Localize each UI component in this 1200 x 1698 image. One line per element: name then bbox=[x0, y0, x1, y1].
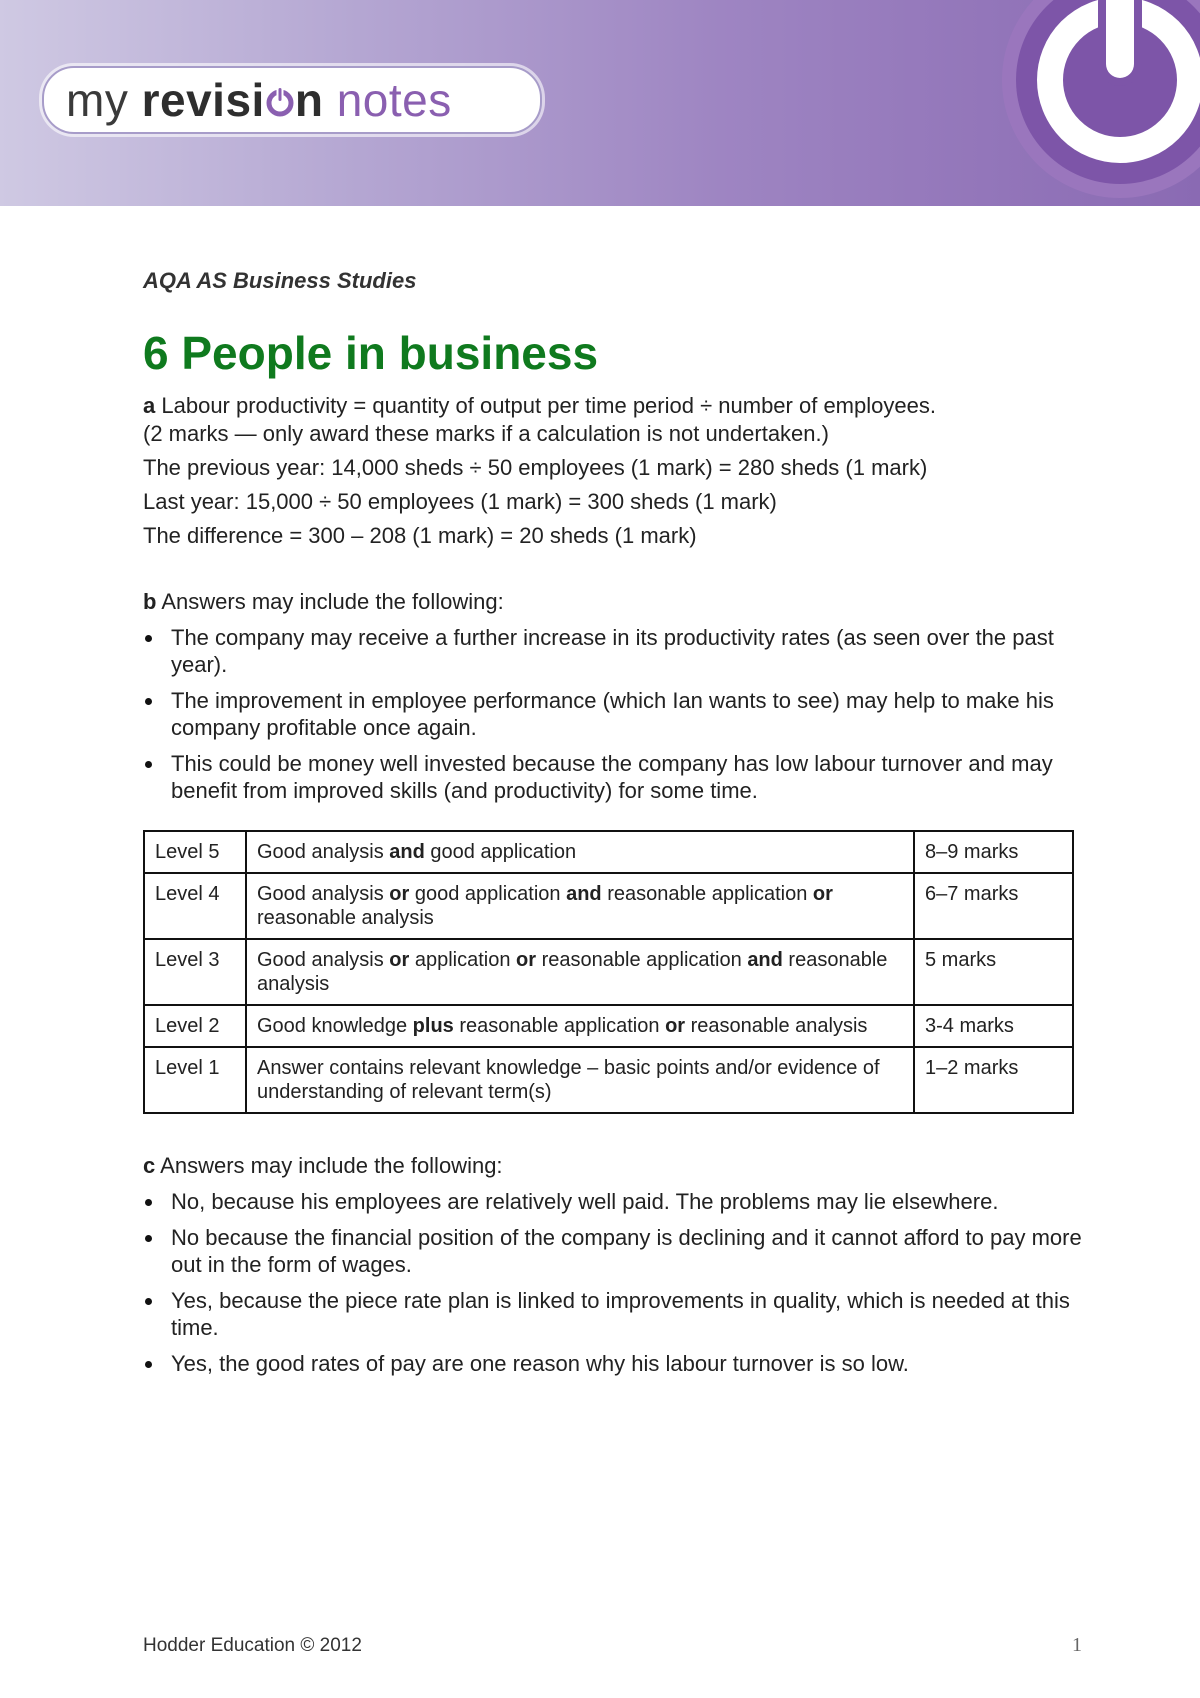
list-item: This could be money well invested because the company has low labour turnover and may benefit from improved skills (and productivity) for some time. bbox=[143, 750, 1088, 804]
list-item: No because the financial position of the company is declining and it cannot afford to pay more out in the form of wages. bbox=[143, 1224, 1088, 1278]
power-o-icon bbox=[265, 74, 295, 108]
list-item: The company may receive a further increase in its productivity rates (as seen over the past year). bbox=[143, 624, 1088, 678]
descriptor-connector: or bbox=[516, 949, 537, 971]
descriptor-text: Good analysis bbox=[257, 949, 390, 971]
part-a-line-3: The previous year: 14,000 sheds ÷ 50 employees (1 mark) = 280 sheds (1 mark) bbox=[143, 455, 928, 480]
marks-cell: 6–7 marks bbox=[914, 873, 1073, 939]
descriptor-connector: or bbox=[812, 883, 833, 905]
marks-cell: 5 marks bbox=[914, 939, 1073, 1005]
descriptor-cell bbox=[246, 1005, 914, 1047]
descriptor-text: reasonable application bbox=[536, 949, 748, 971]
logo-word-revision-b: n bbox=[294, 74, 324, 126]
descriptor-text: application bbox=[409, 949, 517, 971]
part-b bbox=[143, 588, 1088, 804]
level-cell: Level 3 bbox=[144, 939, 246, 1005]
descriptor-cell bbox=[246, 831, 914, 873]
part-a-line-4: Last year: 15,000 ÷ 50 employees (1 mark) = 300 sheds (1 mark) bbox=[143, 489, 777, 514]
table-row bbox=[144, 831, 1073, 873]
marks-cell: 8–9 marks bbox=[914, 831, 1073, 873]
part-b-label: b bbox=[143, 589, 157, 614]
descriptor-connector: or bbox=[389, 949, 410, 971]
logo-word-notes: notes bbox=[336, 74, 452, 126]
marks-cell: 1–2 marks bbox=[914, 1047, 1073, 1113]
document-body bbox=[143, 260, 1088, 1386]
power-button-icon bbox=[1000, 0, 1200, 200]
logo-word-revision-a: revisi bbox=[141, 74, 265, 126]
level-cell: Level 4 bbox=[144, 873, 246, 939]
header-banner bbox=[0, 0, 1200, 206]
marks-cell: 3-4 marks bbox=[914, 1005, 1073, 1047]
level-cell: Level 1 bbox=[144, 1047, 246, 1113]
descriptor-text: reasonable analysis bbox=[257, 949, 888, 995]
descriptor-text: reasonable application bbox=[601, 883, 813, 905]
part-c bbox=[143, 1152, 1088, 1377]
list-item: Yes, the good rates of pay are one reason why his labour turnover is so low. bbox=[143, 1350, 1088, 1377]
descriptor-text: good application bbox=[409, 883, 567, 905]
descriptor-cell bbox=[246, 939, 914, 1005]
descriptor-connector: plus bbox=[412, 1015, 454, 1037]
mark-scheme-table bbox=[143, 830, 1074, 1114]
descriptor-cell bbox=[246, 1047, 914, 1113]
table-row bbox=[144, 873, 1073, 939]
descriptor-cell bbox=[246, 873, 914, 939]
level-cell: Level 2 bbox=[144, 1005, 246, 1047]
part-a-label: a bbox=[143, 393, 156, 418]
descriptor-text: Answer contains relevant knowledge – basic points and/or evidence of understanding of relevant term(s) bbox=[257, 1057, 880, 1103]
descriptor-connector: or bbox=[389, 883, 410, 905]
part-a-line-1: Labour productivity = quantity of output per time period ÷ number of employees. bbox=[161, 393, 936, 418]
descriptor-text: good application bbox=[424, 841, 577, 863]
logo bbox=[42, 66, 542, 134]
list-item: The improvement in employee performance (which Ian wants to see) may help to make his company profitable once again. bbox=[143, 687, 1088, 741]
descriptor-connector: or bbox=[665, 1015, 686, 1037]
logo-wordmark bbox=[66, 72, 452, 128]
page-number: 1 bbox=[1072, 1634, 1082, 1656]
part-a-line-2: (2 marks — only award these marks if a calculation is not undertaken.) bbox=[143, 421, 829, 446]
descriptor-connector: and bbox=[566, 883, 602, 905]
list-item: No, because his employees are relatively well paid. The problems may lie elsewhere. bbox=[143, 1188, 1088, 1215]
descriptor-text: reasonable application bbox=[453, 1015, 666, 1037]
part-b-intro: Answers may include the following: bbox=[161, 589, 504, 614]
table-row bbox=[144, 1005, 1073, 1047]
footer-publisher: Hodder Education © 2012 bbox=[143, 1635, 362, 1656]
part-c-label: c bbox=[143, 1153, 156, 1178]
table-row bbox=[144, 1047, 1073, 1113]
table-row bbox=[144, 939, 1073, 1005]
descriptor-text: Good analysis bbox=[257, 841, 390, 863]
descriptor-text: reasonable analysis bbox=[685, 1015, 868, 1037]
descriptor-connector: and bbox=[389, 841, 425, 863]
part-c-bullet-list bbox=[143, 1188, 1088, 1377]
part-b-bullet-list bbox=[143, 624, 1088, 804]
part-a-line-5: The difference = 300 – 208 (1 mark) = 20 sheds (1 mark) bbox=[143, 523, 697, 548]
chapter-title: 6 People in business bbox=[143, 327, 599, 379]
descriptor-text: Good knowledge bbox=[257, 1015, 413, 1037]
subject-heading: AQA AS Business Studies bbox=[143, 268, 417, 293]
list-item: Yes, because the piece rate plan is linked to improvements in quality, which is needed at this time. bbox=[143, 1287, 1088, 1341]
part-c-intro: Answers may include the following: bbox=[160, 1153, 503, 1178]
descriptor-text: reasonable analysis bbox=[257, 907, 434, 929]
part-a bbox=[143, 392, 1088, 550]
descriptor-text: Good analysis bbox=[257, 883, 390, 905]
descriptor-connector: and bbox=[747, 949, 783, 971]
logo-word-my: my bbox=[66, 74, 129, 126]
level-cell: Level 5 bbox=[144, 831, 246, 873]
